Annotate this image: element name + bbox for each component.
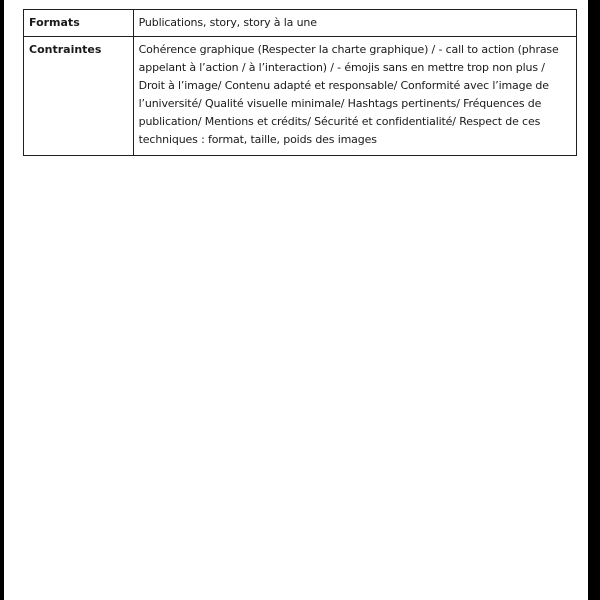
table-row-formats [24,10,577,37]
row-label-contraintes: Contraintes [24,37,134,156]
row-value-contraintes: Cohérence graphique (Respecter la charte graphique) / - call to action (phrase appelant à l’action / à l’interaction) / - émojis sans en mettre trop non plus / Droit à l’image/ Contenu adapté et responsable/ Conformité avec l’image de l’université/ Qualité visuelle minimale/ Hashtags pertinents/ Fréquences de publication/ Mentions et crédits/ Sécurité et confidentialité/ Respect de ces techniques : format, taille, poids des images [133,37,576,156]
row-value-formats: Publications, story, story à la une [133,10,576,37]
row-label-formats: Formats [24,10,134,37]
table-row-contraintes [24,37,577,156]
document-page [4,0,588,600]
content-table [23,9,577,156]
